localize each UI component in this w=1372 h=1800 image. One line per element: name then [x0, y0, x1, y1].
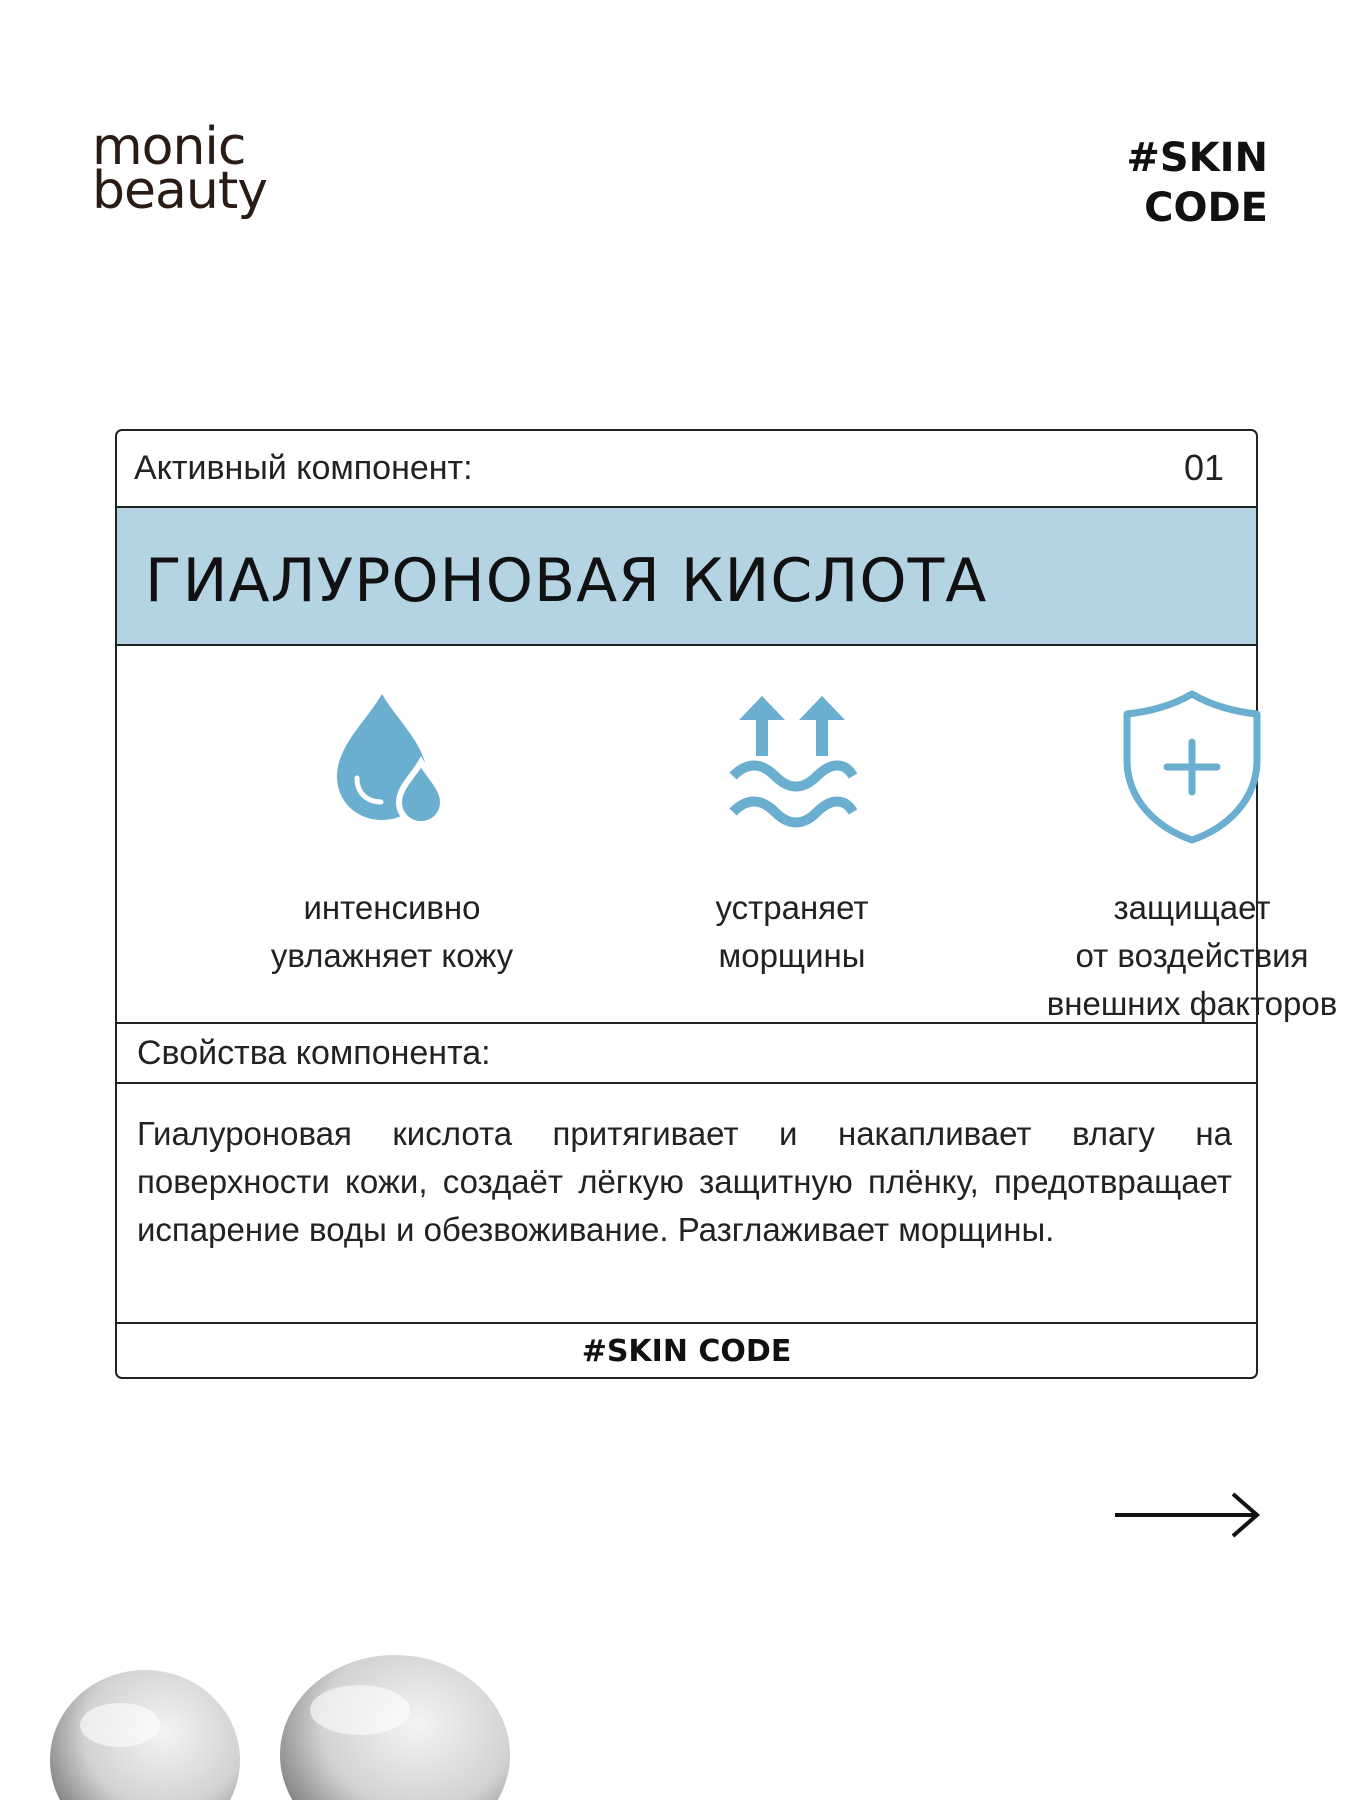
benefit-line: увлажняет кожу	[270, 937, 514, 974]
benefit-moisturize	[212, 646, 572, 1022]
waves-arrows-icon	[727, 688, 857, 828]
logo-line1: monic	[92, 117, 246, 177]
benefit-line: внешних факторов	[1046, 985, 1338, 1022]
benefit-protect-text	[1012, 884, 1372, 1028]
benefit-line: устраняет	[715, 889, 869, 926]
component-card	[115, 429, 1338, 1379]
card-header	[117, 431, 1256, 508]
hashtag-line1: #SKIN	[1126, 135, 1268, 181]
component-title-bar	[117, 508, 1256, 646]
properties-label: Свойства компонента:	[137, 1034, 491, 1072]
benefit-moisturize-text	[212, 884, 572, 980]
benefit-wrinkles-text	[612, 884, 972, 980]
card-number: 01	[1183, 447, 1224, 488]
hashtag-line2: CODE	[1144, 185, 1268, 231]
logo-line2: beauty	[92, 161, 267, 221]
benefit-line: защищает	[1113, 889, 1271, 926]
active-component-label: Активный компонент:	[134, 449, 473, 487]
description-text: Гиалуроновая кислота притягивает и накапливает влагу на поверхности кожи, создаёт лёгкую защитную плёнку, предотвращает испарение воды и обезвоживание. Разглаживает морщины.	[137, 1115, 1232, 1248]
brand-logo	[92, 117, 267, 221]
footer-hashtag: #SKIN CODE	[581, 1334, 792, 1369]
properties-header	[117, 1024, 1256, 1084]
hashtag-header	[1126, 133, 1268, 233]
next-arrow-icon[interactable]	[1113, 1490, 1263, 1540]
benefit-protect	[1012, 646, 1372, 1022]
benefit-wrinkles	[612, 646, 972, 1022]
component-title: ГИАЛУРОНОВАЯ КИСЛОТА	[145, 546, 988, 616]
card-footer	[117, 1324, 1256, 1379]
water-droplets-decoration	[0, 1640, 560, 1800]
benefit-line: морщины	[718, 937, 866, 974]
benefit-line: интенсивно	[303, 889, 481, 926]
benefit-line: от воздействия	[1075, 937, 1309, 974]
water-drops-icon	[327, 688, 457, 828]
shield-plus-icon	[1117, 688, 1267, 848]
benefits-row	[117, 646, 1338, 1024]
description-section	[117, 1084, 1256, 1324]
